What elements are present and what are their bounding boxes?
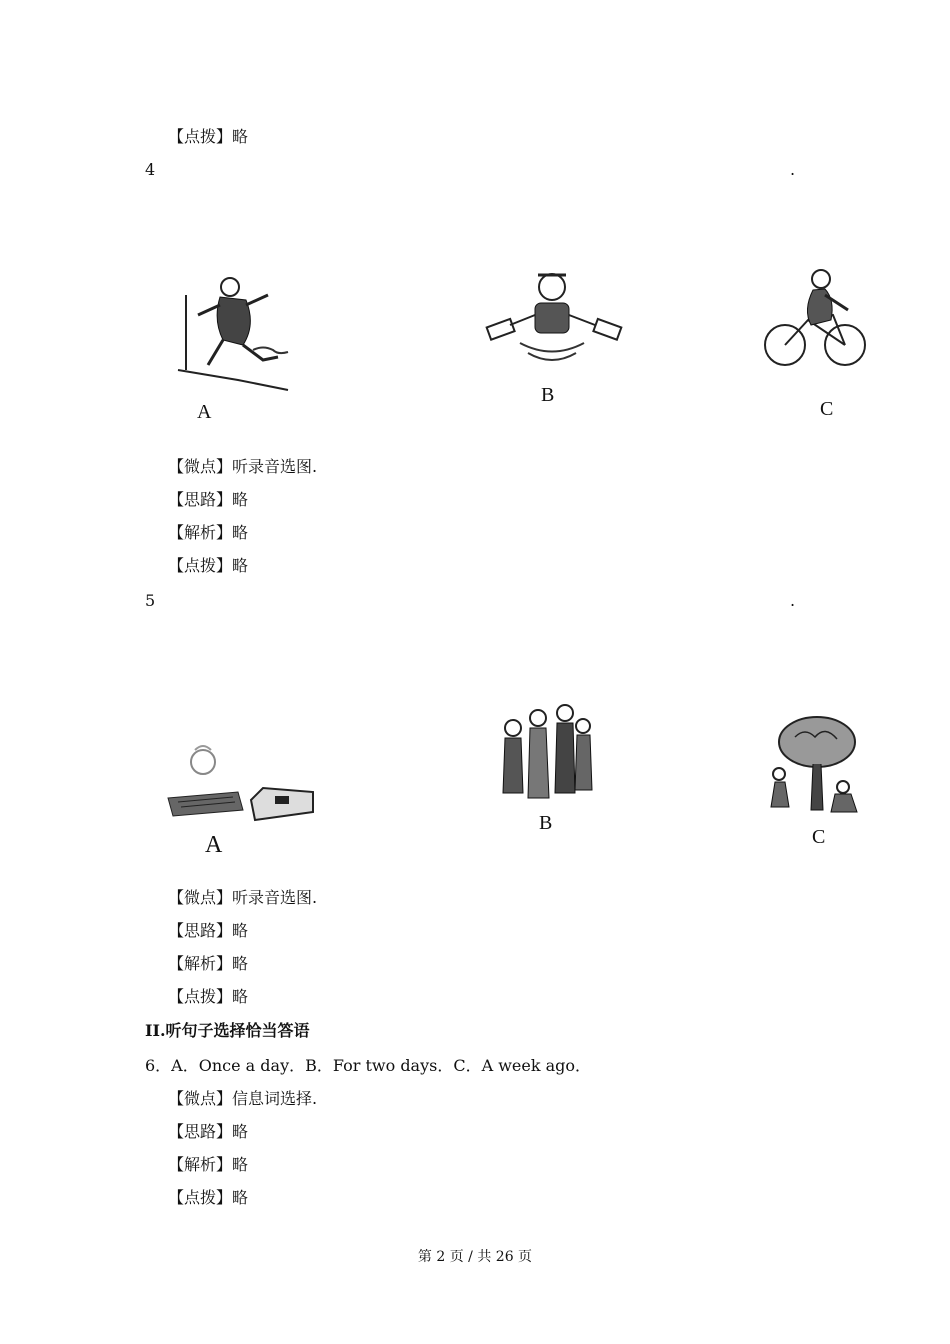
q5-note-focus: 【微点】听录音选图.: [168, 888, 318, 907]
q5-option-b-label: B: [539, 812, 553, 834]
section-2-heading: II.听句子选择恰当答语: [145, 1021, 310, 1040]
q4-note-thinking: 【思路】略: [168, 490, 249, 509]
q4-option-c-label: C: [820, 398, 834, 420]
q5-option-a-label: A: [205, 832, 223, 858]
q4-option-a-label: A: [197, 401, 212, 423]
q4-note-analysis: 【解析】略: [168, 523, 249, 542]
q5-image-b-people-group: [493, 698, 598, 808]
q6-note-analysis: 【解析】略: [168, 1155, 249, 1174]
q6-note-focus: 【微点】信息词选择.: [168, 1089, 318, 1108]
q4-option-b-label: B: [541, 384, 555, 406]
q4-image-b-rowing: [480, 265, 630, 380]
q5-note-analysis: 【解析】略: [168, 954, 249, 973]
page-footer: 第 2 页 / 共 26 页: [417, 1249, 533, 1265]
question-4-blank-dot: .: [790, 160, 796, 179]
question-4-number: 4: [145, 160, 156, 179]
q5-image-c-tree-picnic: [765, 712, 865, 817]
q6-note-thinking: 【思路】略: [168, 1122, 249, 1141]
note-tip-prev: 【点拨】略: [168, 127, 249, 146]
question-5-blank-dot: .: [790, 591, 796, 610]
q4-image-c-cycling: [763, 265, 873, 380]
q6-note-tip: 【点拨】略: [168, 1188, 249, 1207]
q5-image-a-desk-cooking: [163, 740, 323, 830]
q5-note-tip: 【点拨】略: [168, 987, 249, 1006]
q5-note-thinking: 【思路】略: [168, 921, 249, 940]
q4-note-tip: 【点拨】略: [168, 556, 249, 575]
question-5-number: 5: [145, 591, 156, 610]
question-6-text: 6．A．Once a day．B．For two days．C．A week ago．: [145, 1056, 592, 1075]
q4-image-a-climbing: [168, 265, 308, 395]
q5-option-c-label: C: [812, 826, 826, 848]
q4-note-focus: 【微点】听录音选图.: [168, 457, 318, 476]
